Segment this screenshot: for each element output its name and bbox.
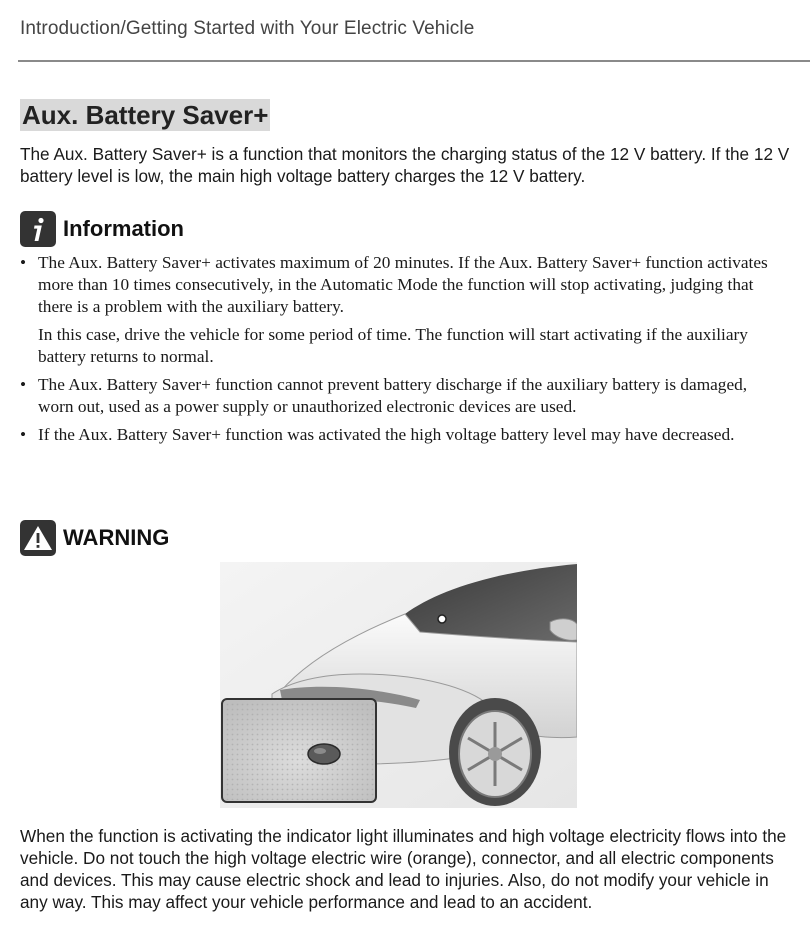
section-path-header: Introduction/Getting Started with Your Electric Vehicle — [20, 18, 475, 39]
list-item — [20, 252, 780, 368]
vehicle-indicator-illustration — [220, 562, 577, 808]
warning-heading-label: WARNING — [63, 525, 170, 550]
warning-heading — [20, 520, 169, 556]
list-item — [20, 374, 780, 418]
page-title: Aux. Battery Saver+ — [22, 100, 269, 130]
bullet-text: The Aux. Battery Saver+ activates maximum of 20 minutes. If the Aux. Battery Saver+ function activates more than 10 times consecutively, in the Automatic Mode the function will stop activating, judging that there is a problem with the auxiliary battery. — [38, 253, 768, 316]
information-heading — [20, 211, 184, 247]
warning-triangle-icon — [20, 520, 56, 556]
header-divider — [18, 60, 810, 62]
information-heading-label: Information — [63, 216, 184, 241]
warning-caption: When the function is activating the indicator light illuminates and high voltage electricity flows into the vehicle. Do not touch the high voltage electric wire (orange), connector, and all electric components and devices. This may cause electric shock and lead to injuries. Also, do not modify your vehicle in any way. This may affect your vehicle performance and lead to an accident. — [20, 826, 787, 912]
list-item — [20, 424, 780, 446]
bullet-extra-text: In this case, drive the vehicle for some period of time. The function will start activating if the auxiliary battery returns to normal. — [38, 325, 748, 366]
intro-paragraph: The Aux. Battery Saver+ is a function that monitors the charging status of the 12 V battery. If the 12 V battery level is low, the main high voltage battery charges the 12 V battery. — [20, 144, 790, 186]
bullet-text: If the Aux. Battery Saver+ function was activated the high voltage battery level may have decreased. — [38, 425, 735, 444]
bullet-text: The Aux. Battery Saver+ function cannot prevent battery discharge if the auxiliary battery is damaged, worn out, used as a power supply or unauthorized electronic devices are used. — [38, 375, 748, 416]
bullet-dot: • — [20, 425, 27, 444]
info-icon — [20, 211, 56, 247]
information-bullet-list — [20, 252, 780, 452]
bullet-dot: • — [20, 253, 27, 272]
bullet-dot: • — [20, 375, 27, 394]
